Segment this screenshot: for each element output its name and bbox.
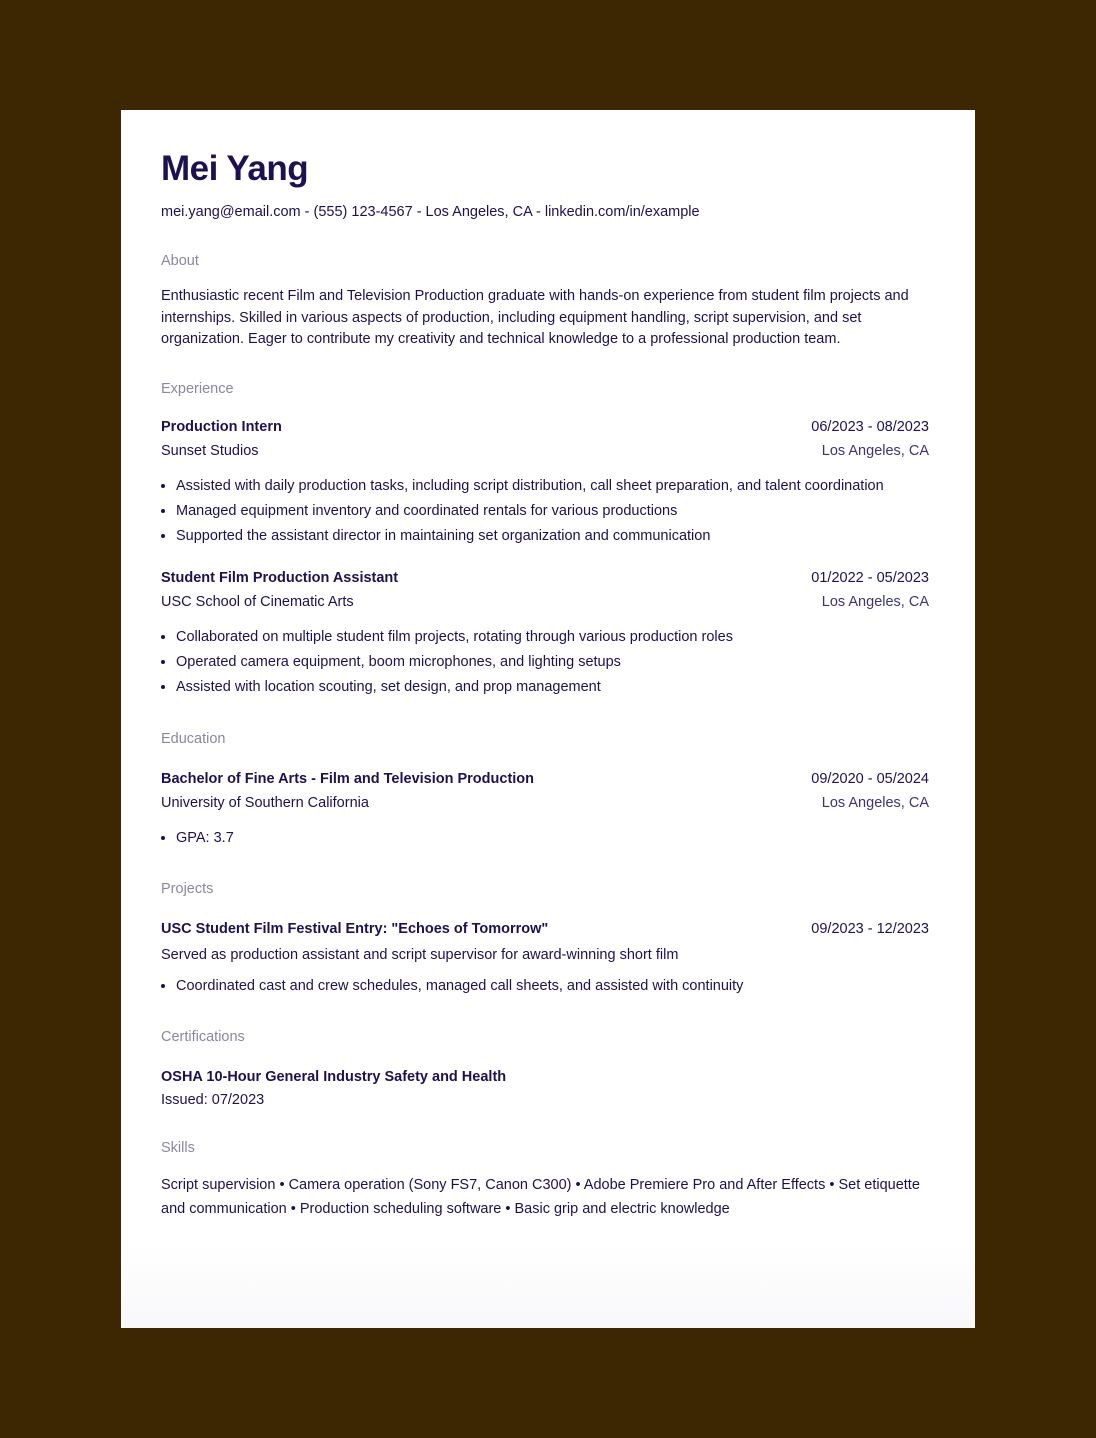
project-title: USC Student Film Festival Entry: "Echoes of Tomorrow": [161, 920, 549, 937]
list-item: • Operated camera equipment, boom microphones, and lighting setups: [176, 650, 929, 675]
section-title-experience: Experience: [161, 380, 234, 397]
list-item: • GPA: 3.7: [176, 826, 929, 851]
resume-page: [121, 110, 975, 1328]
education-bullets: [161, 826, 929, 851]
experience-entry: [161, 568, 929, 700]
list-item: • Assisted with location scouting, set design, and prop management: [176, 675, 929, 700]
job-location: Los Angeles, CA: [821, 593, 929, 610]
certification-title: OSHA 10-Hour General Industry Safety and Health: [161, 1068, 507, 1085]
project-dates: 09/2023 - 12/2023: [811, 920, 929, 937]
contact-line: mei.yang@email.com - (555) 123-4567 - Los Angeles, CA - linkedin.com/in/example: [161, 204, 700, 220]
section-title-about: About: [161, 253, 199, 269]
job-title: Production Intern: [161, 418, 282, 435]
job-dates: 06/2023 - 08/2023: [811, 418, 929, 435]
skills-list: Script supervision • Camera operation (Sony FS7, Canon C300) • Adobe Premiere Pro and After Effects • Set etiquette and communication • Production scheduling software • Basic grip and electric knowledge: [161, 1176, 920, 1217]
job-location: Los Angeles, CA: [821, 442, 929, 459]
school-name: University of Southern California: [161, 794, 369, 811]
education-entry: [161, 769, 929, 851]
list-item: • Assisted with daily production tasks, including script distribution, call sheet preparation, and talent coordination: [176, 474, 929, 499]
certification-issued: Issued: 07/2023: [161, 1091, 265, 1108]
project-entry: [161, 919, 929, 999]
job-organization: Sunset Studios: [161, 442, 259, 459]
project-description: Served as production assistant and script supervisor for award-winning short film: [161, 946, 679, 963]
section-title-projects: Projects: [161, 880, 214, 897]
list-item: • Supported the assistant director in maintaining set organization and communication: [176, 524, 929, 549]
job-bullets: [161, 625, 929, 700]
candidate-name: Mei Yang: [161, 149, 309, 188]
project-bullets: [161, 974, 929, 999]
section-title-certifications: Certifications: [161, 1028, 245, 1045]
section-title-education: Education: [161, 730, 226, 747]
job-dates: 01/2022 - 05/2023: [811, 569, 929, 586]
about-text: Enthusiastic recent Film and Television Production graduate with hands-on experience from student film projects and internships. Skilled in various aspects of production, including equipment handling, script supervision, and set organization. Eager to contribute my creativity and technical knowledge to a professional production team.: [161, 288, 909, 347]
education-dates: 09/2020 - 05/2024: [811, 770, 929, 787]
list-item: • Coordinated cast and crew schedules, managed call sheets, and assisted with continuity: [176, 974, 929, 999]
school-location: Los Angeles, CA: [821, 794, 929, 811]
list-item: • Managed equipment inventory and coordinated rentals for various productions: [176, 499, 929, 524]
job-organization: USC School of Cinematic Arts: [161, 593, 354, 610]
job-bullets: [161, 474, 929, 549]
job-title: Student Film Production Assistant: [161, 569, 399, 586]
experience-entry: [161, 417, 929, 549]
section-title-skills: Skills: [161, 1139, 195, 1156]
list-item: • Collaborated on multiple student film projects, rotating through various production roles: [176, 625, 929, 650]
degree-title: Bachelor of Fine Arts - Film and Television Production: [161, 770, 535, 787]
certification-entry: [161, 1067, 929, 1110]
